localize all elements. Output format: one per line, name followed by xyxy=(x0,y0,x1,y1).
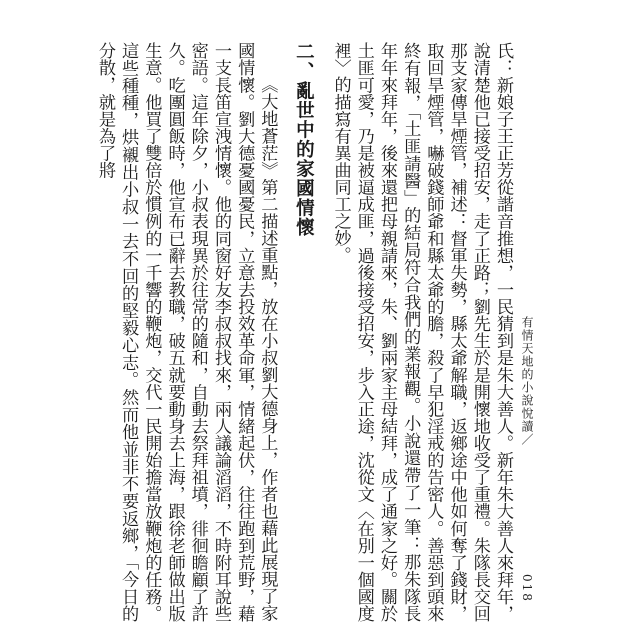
paragraph: 《大地蒼茫》第二描述重點，放在小叔劉大德身上，作者也藉此展現了家國情懷。劉大德憂國憂民，立意去投效革命軍，情緒起伏，往往跑到荒野，藉一支長笛宣洩情懷。他的同窗好友李叔叔找來，兩人議論滔滔，不時附耳說些密語。這年除夕，小叔表現異於往常的隨和，自動去祭拜祖墳，徘徊瞻顧了許久。吃團圓飯時，他宣布已辭去教職，破五就要動身去上海，跟徐老師做出版生意。他買了雙倍於慣例的一千響的鞭炮，交代一民開始擔當放鞭炮的任務。這些種種，烘襯出小叔一去不回的堅毅心志。然而他並非不要返鄉，「今日的分散，就是為了將 xyxy=(94,42,278,622)
body-text xyxy=(94,42,514,622)
running-head: 有情天地的小說悅讀／ xyxy=(520,316,534,446)
paragraph: 氏：新娘子王正芳從諧音推想，一民猜到是朱大善人。新年朱大善人來拜年，說清楚他已接受招安，走了正路；劉先生於是開懷地收受了重禮。朱隊長交回那支家傳旱煙管，補述：督軍失勢，縣太爺解職，返鄉途中他如何奪了錢財，取回旱煙管，嚇破錢師爺和縣太爺的膽，殺了早犯淫戒的告密人。善惡到頭來終有報，「土匪請醫」的結局符合我們的業報觀。小說還帶了一筆：那朱隊長年年來拜年，後來還把母親請來，朱、劉兩家主母結拜，成了通家之好。關於土匪可愛，乃是被逼成匪，過後接受招安，步入正途，沈從文〈在別一個國度裡〉的描寫有異曲同工之妙。 xyxy=(330,42,513,622)
section-heading: 二、亂世中的家國情懷 xyxy=(293,42,315,237)
page-number: 018 xyxy=(520,574,534,603)
